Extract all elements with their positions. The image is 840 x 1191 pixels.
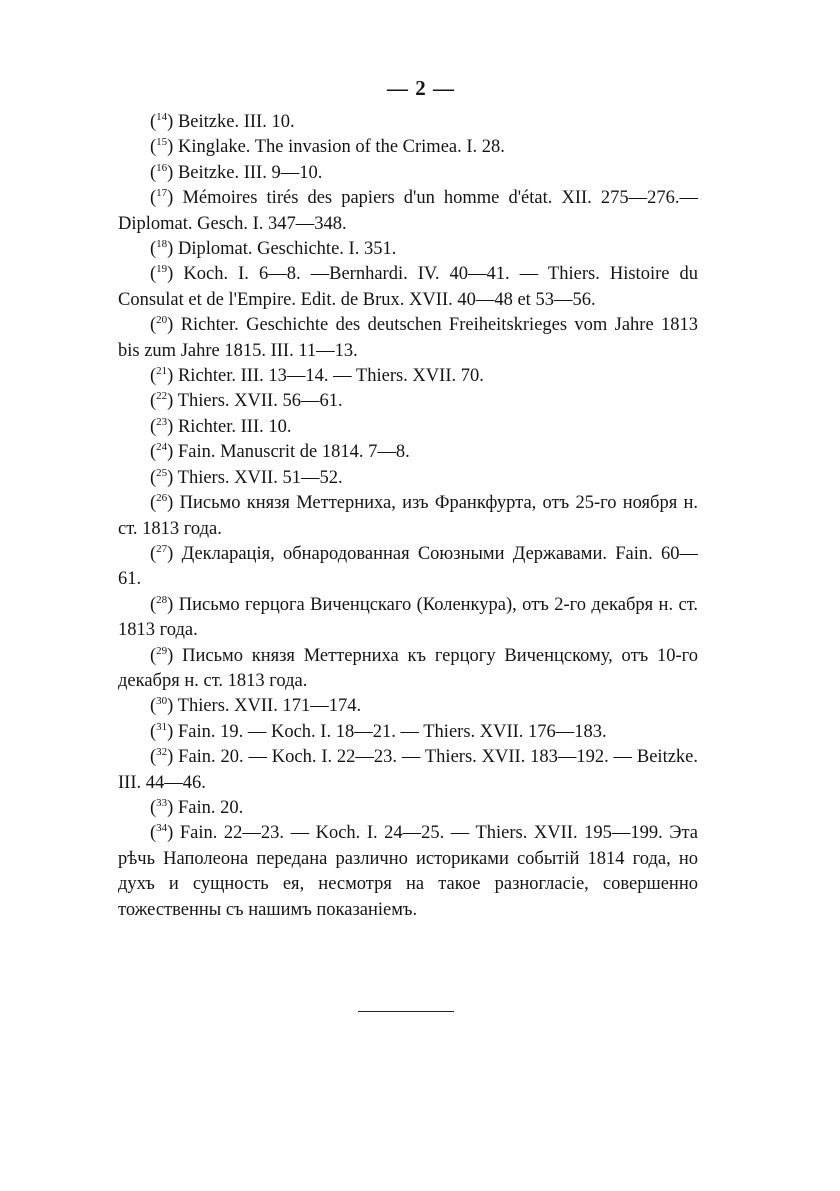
footnote-ref: ($^{34}$) bbox=[150, 822, 174, 844]
footnote bbox=[118, 415, 698, 440]
footnote-ref: ($^{20}$) bbox=[150, 314, 174, 336]
footnote-text: Письмо герцога Виченцскаго (Коленкура), отъ 2-го декабря н. ст. 1813 года. bbox=[118, 594, 698, 641]
footnote-number: 32 bbox=[156, 746, 168, 759]
page-number: — 2 — bbox=[387, 76, 455, 100]
footnote bbox=[118, 745, 698, 796]
footnote bbox=[118, 161, 698, 186]
footnote bbox=[118, 186, 698, 237]
footnote bbox=[118, 694, 698, 719]
footnote bbox=[118, 542, 698, 593]
footnote-text: Письмо князя Меттерниха къ герцогу Виченцскому, отъ 10-го декабря н. ст. 1813 года. bbox=[118, 645, 699, 691]
footnote bbox=[118, 644, 698, 695]
footnote-text: Письмо князя Меттерниха, изъ Франкфурта, отъ 25-го ноября н. ст. 1813 года. bbox=[118, 493, 698, 539]
footnote-ref: ($^{18}$) bbox=[150, 238, 174, 260]
footnote-ref: ($^{19}$) bbox=[150, 263, 174, 285]
footnote bbox=[118, 313, 698, 364]
footnote-ref: ($^{26}$) bbox=[150, 492, 174, 514]
footnote-ref: ($^{32}$) bbox=[150, 746, 174, 768]
footnote bbox=[118, 364, 698, 389]
footnote-text: Thiers. XVII. 56—61. bbox=[177, 391, 343, 412]
footnote-number: 20 bbox=[156, 314, 168, 327]
footnote-number: 16 bbox=[156, 161, 168, 174]
footnote-ref: ($^{16}$) bbox=[150, 161, 174, 183]
footnote-text: Kinglake. The invasion of the Crimea. I. 28. bbox=[177, 137, 505, 158]
footnote-ref: ($^{24}$) bbox=[150, 441, 174, 463]
footnote-text: Richter. III. 13—14. — Thiers. XVII. 70. bbox=[177, 366, 484, 387]
footnote-text: Koch. I. 6—8. —Bernhardi. IV. 40—41. — Thiers. Histoire du Consulat et de l'Empire. Edit. de Brux. XVII. 40—48 et 53—56. bbox=[118, 264, 699, 310]
footnote-ref: ($^{25}$) bbox=[150, 466, 174, 488]
footnote-number: 15 bbox=[156, 136, 168, 149]
footnote bbox=[118, 135, 698, 160]
footnote-text: Fain. 22—23. — Koch. I. 24—25. — Thiers. XVII. 195—199. Эта рѣчь Наполеона передана различно историками событій 1814 года, но духъ и сущность ея, несмотря на такое разногласіе, совершенно тожественны съ нашимъ показаніемъ. bbox=[118, 823, 698, 920]
footnote-number: 14 bbox=[156, 111, 168, 123]
closing-rule bbox=[358, 1011, 454, 1012]
footnote-text: Декларація, обнародованная Союзными Державами. Fain. 60— 61. bbox=[118, 543, 698, 590]
footnote-number: 29 bbox=[156, 644, 168, 657]
footnote-ref: ($^{31}$) bbox=[150, 720, 174, 742]
footnote bbox=[118, 796, 698, 821]
footnote-number: 22 bbox=[156, 390, 168, 403]
footnote-ref: ($^{33}$) bbox=[150, 796, 174, 818]
footnote-ref: ($^{21}$) bbox=[150, 365, 174, 387]
footnote bbox=[118, 237, 698, 262]
footnote-ref: ($^{14}$) bbox=[150, 111, 174, 132]
footnotes-list bbox=[118, 110, 698, 923]
footnote-number: 21 bbox=[156, 365, 168, 378]
footnote-text: Fain. Manuscrit de 1814. 7—8. bbox=[177, 442, 410, 463]
footnote-number: 19 bbox=[156, 263, 168, 276]
footnote-ref: ($^{29}$) bbox=[150, 644, 174, 666]
footnote bbox=[118, 110, 698, 135]
footnote-text: Fain. 20. bbox=[177, 797, 244, 818]
footnote-number: 18 bbox=[156, 238, 168, 251]
footnote bbox=[118, 389, 698, 414]
footnote bbox=[118, 593, 698, 644]
footnote-number: 31 bbox=[156, 720, 168, 733]
footnote-number: 30 bbox=[156, 695, 168, 708]
footnote bbox=[118, 491, 698, 542]
footnote-ref: ($^{22}$) bbox=[150, 390, 174, 412]
footnote-text: Thiers. XVII. 171—174. bbox=[177, 696, 362, 717]
footnote-number: 26 bbox=[156, 492, 168, 505]
footnote-number: 27 bbox=[156, 542, 168, 555]
footnote-number: 24 bbox=[156, 441, 168, 454]
footnote-number: 25 bbox=[156, 466, 168, 479]
footnote-text: Mémoires tirés des papiers d'un homme d'état. XII. 275—276.— Diplomat. Gesch. I. 347—348. bbox=[118, 188, 698, 234]
footnote bbox=[118, 440, 698, 465]
footnote-text: Fain. 20. — Koch. I. 22—23. — Thiers. XVII. 183—192. — Beitzke. III. 44—46. bbox=[118, 747, 698, 793]
footnote bbox=[118, 262, 698, 313]
footnote-text: Beitzke. III. 10. bbox=[177, 112, 295, 132]
footnote-number: 34 bbox=[156, 822, 168, 835]
footnote-text: Richter. Geschichte des deutschen Freiheitskrieges vom Jahre 1813 bis zum Jahre 1815. III. 11—13. bbox=[118, 315, 698, 361]
footnote-ref: ($^{15}$) bbox=[150, 136, 174, 158]
page-body bbox=[118, 70, 698, 923]
footnote-ref: ($^{27}$) bbox=[150, 542, 174, 564]
footnote-text: Thiers. XVII. 51—52. bbox=[177, 467, 343, 488]
footnote-ref: ($^{30}$) bbox=[150, 695, 174, 717]
footnote-number: 33 bbox=[156, 796, 168, 809]
footnote-text: Diplomat. Geschichte. I. 351. bbox=[177, 239, 397, 260]
footnote-ref: ($^{23}$) bbox=[150, 415, 174, 437]
footnote-number: 28 bbox=[156, 593, 168, 606]
footnote bbox=[118, 821, 698, 923]
footnote-ref: ($^{17}$) bbox=[150, 187, 174, 209]
footnote bbox=[118, 466, 698, 491]
footnote-text: Richter. III. 10. bbox=[177, 416, 292, 437]
footnote-text: Beitzke. III. 9—10. bbox=[177, 162, 323, 183]
footnote-number: 23 bbox=[156, 415, 168, 428]
footnote-text: Fain. 19. — Koch. I. 18—21. — Thiers. XVII. 176—183. bbox=[177, 721, 607, 742]
footnote-ref: ($^{28}$) bbox=[150, 593, 174, 615]
footnote-number: 17 bbox=[156, 187, 168, 200]
footnote bbox=[118, 720, 698, 745]
